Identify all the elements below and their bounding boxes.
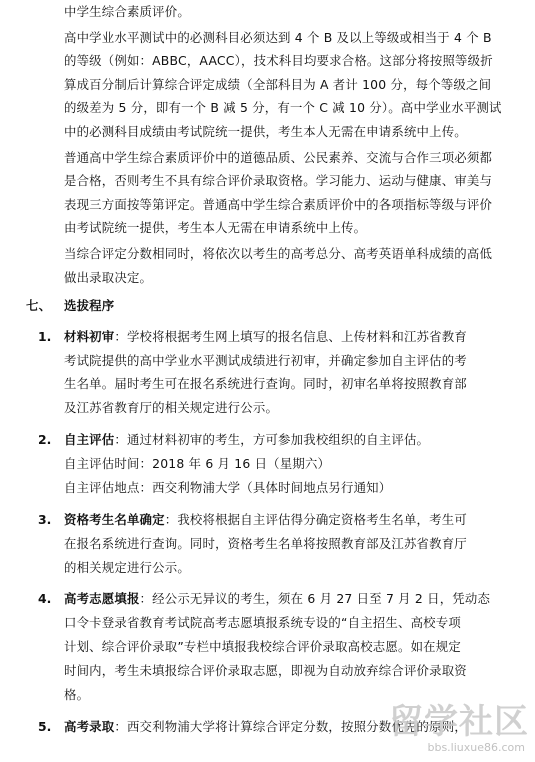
- list-item-label: 资格考生名单确定: [64, 512, 165, 527]
- text-line: 的级差为 5 分，即有一个 B 减 5 分，有一个 C 减 10 分）。高中学业水平测试: [64, 100, 502, 115]
- text-line: 口令卡登录省教育考试院高考志愿填报系统专设的“自主招生、高校专项: [64, 615, 461, 630]
- list-item-label: 自主评估: [64, 432, 115, 447]
- text-line: 自主评估地点：西交利物浦大学（具体时间地点另行通知）: [64, 480, 392, 495]
- list-item-text: ：学校将根据考生网上填写的报名信息、上传材料和江苏省教育: [114, 329, 467, 344]
- list-item-line: [64, 432, 429, 448]
- text-line: 表现三方面按等第评定。普通高中学生综合素质评价中的各项指标等级与评价: [64, 197, 493, 212]
- text-line: 生名单。届时考生可在报名系统进行查询。同时，初审名单将按照教育部: [64, 376, 467, 391]
- text-line: 当综合评定分数相同时，将依次以考生的高考总分、高考英语单科成绩的高低: [64, 246, 493, 261]
- text-line: 考试院提供的高中学业水平测试成绩进行初审，并确定参加自主评估的考: [64, 353, 467, 368]
- text-line: 的相关规定进行公示。: [64, 560, 190, 575]
- text-line: 时间内，考生未填报综合评价录取志愿，即视为自动放弃综合评价录取资: [64, 663, 467, 678]
- text-line: 算成百分制后计算综合评定成绩（全部科目为 A 者计 100 分，每个等级之间: [64, 77, 492, 92]
- list-item-label: 材料初审: [64, 329, 115, 344]
- text-line: 的等级（例如：ABBC，AACC），技术科目均要求合格。这部分将按照等级折: [64, 53, 493, 68]
- list-item-number: 3.: [38, 512, 52, 527]
- list-item-number: 5.: [38, 719, 52, 734]
- list-item-text: ：西交利物浦大学将计算综合评定分数，按照分数优先的原则，: [114, 719, 467, 734]
- text-line: 中的必测科目成绩由考试院统一提供，考生本人无需在申请系统中上传。: [64, 124, 467, 139]
- list-item-text: ：经公示无异议的考生，须在 6 月 27 日至 7 月 2 日，凭动态: [139, 591, 491, 606]
- watermark-text: 留学社区: [389, 702, 529, 742]
- list-item-number: 1.: [38, 329, 52, 344]
- list-item-line: [64, 512, 467, 528]
- text-line: 自主评估时间：2018 年 6 月 16 日（星期六）: [64, 456, 331, 471]
- list-item-text: ：我校将根据自主评估得分确定资格考生名单，考生可: [164, 512, 467, 527]
- text-line: 计划、综合评价录取”专栏中填报我校综合评价录取高校志愿。如在规定: [64, 639, 461, 654]
- section-number: 七、: [26, 298, 52, 313]
- list-item-line: [64, 329, 467, 345]
- text-line: 及江苏省教育厅的相关规定进行公示。: [64, 400, 279, 415]
- text-line: 由考试院统一提供，考生本人无需在申请系统中上传。: [64, 220, 367, 235]
- text-line: 在报名系统进行查询。同时，资格考生名单将按照教育部及江苏省教育厅: [64, 536, 467, 551]
- watermark-logo: [359, 694, 529, 756]
- text-line: 格。: [64, 687, 90, 702]
- watermark-url: bbs.liuxue86.com: [427, 741, 525, 754]
- section-heading: 选拔程序: [64, 298, 115, 313]
- list-item-text: ：通过材料初审的考生，方可参加我校组织的自主评估。: [114, 432, 430, 447]
- list-item-number: 2.: [38, 432, 52, 447]
- list-item-line: [64, 591, 490, 607]
- text-line: 高中学业水平测试中的必测科目必须达到 4 个 B 及以上等级或相当于 4 个 B: [64, 30, 492, 45]
- list-item-label: 高考录取: [64, 719, 115, 734]
- text-line: 中学生综合素质评价。: [64, 4, 190, 19]
- text-line: 做出录取决定。: [64, 270, 153, 285]
- list-item-label: 高考志愿填报: [64, 591, 140, 606]
- text-line: 是合格，否则考生不具有综合评价录取资格。学习能力、运动与健康、审美与: [64, 173, 493, 188]
- list-item-number: 4.: [38, 591, 52, 606]
- text-line: 普通高中学生综合素质评价中的道德品质、公民素养、交流与合作三项必须都: [64, 150, 493, 165]
